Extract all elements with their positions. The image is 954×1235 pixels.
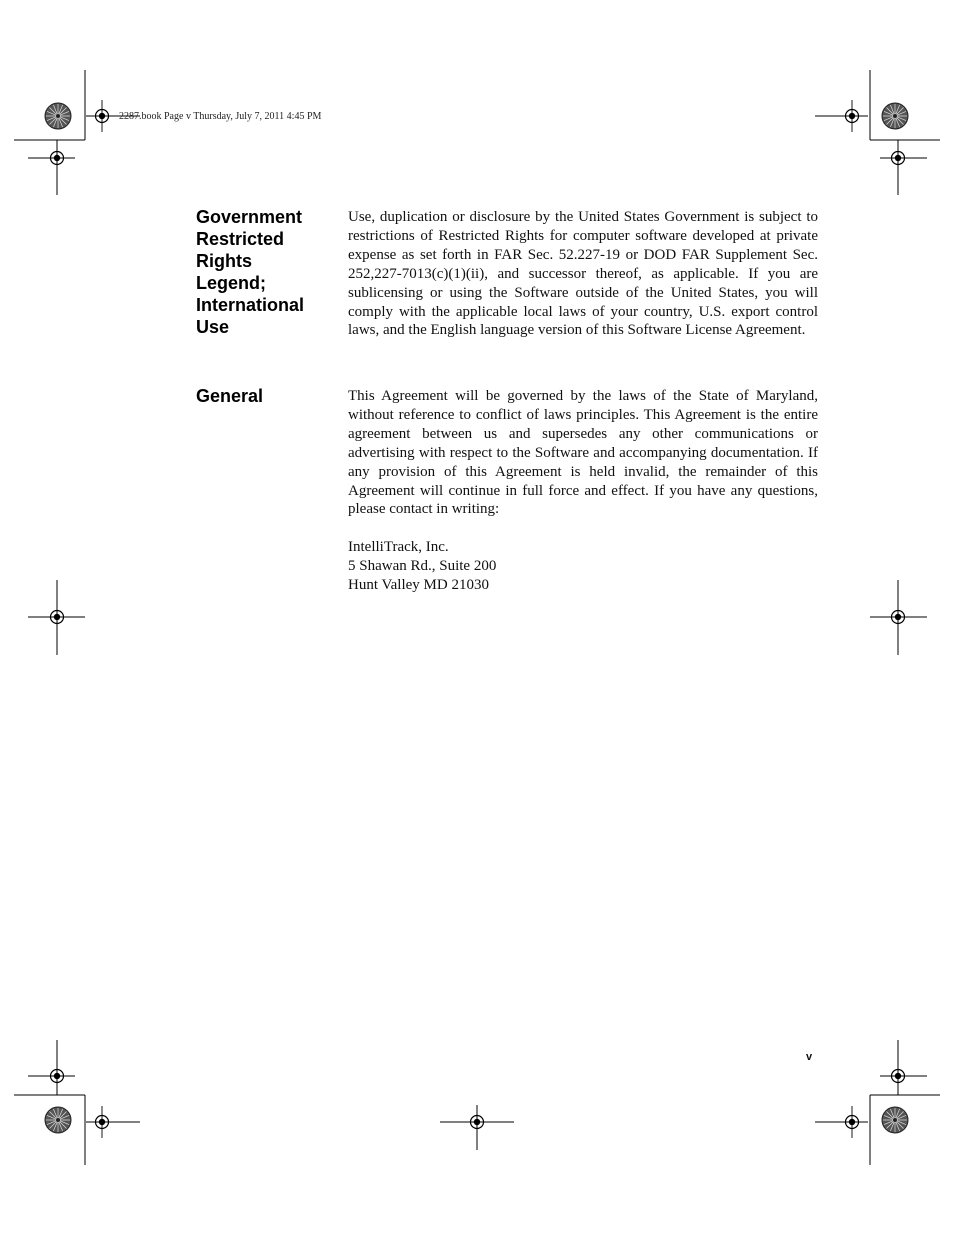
section-heading: Government Restricted Rights Legend; International Use <box>196 207 305 337</box>
section-body <box>348 387 818 595</box>
address-city: Hunt Valley MD 21030 <box>348 577 489 594</box>
section-body <box>348 208 818 340</box>
contact-address <box>348 538 818 595</box>
address-company: IntelliTrack, Inc. <box>348 539 449 556</box>
page-number: v <box>806 1051 813 1063</box>
section-heading: General <box>196 386 264 406</box>
print-slug: 2287.book Page v Thursday, July 7, 2011 4:45 PM <box>119 111 322 122</box>
body-paragraph: Use, duplication or disclosure by the United States Government is subject to restrictions of Restricted Rights for computer software developed at private expense as set forth in FAR Sec. 52.227-19 or DOD FAR Supplement Sec. 252,227-7013(c)(1)(ii), and successor thereof, as applicable. If you are sublicensing or using the Software outside of the United States, you will comply with the applicable local laws of your country, U.S. export control laws, and the English language version of this Software License Agreement. <box>348 209 818 339</box>
address-street: 5 Shawan Rd., Suite 200 <box>348 558 497 575</box>
body-paragraph: This Agreement will be governed by the laws of the State of Maryland, without reference to conflict of laws principles. This Agreement is the entire agreement between us and supersedes any other communications or advertising with respect to the Software and accompanying documentation. If any provision of this Agreement is held invalid, the remainder of this Agreement will continue in full force and effect. If you have any questions, please contact in writing: <box>348 388 818 518</box>
